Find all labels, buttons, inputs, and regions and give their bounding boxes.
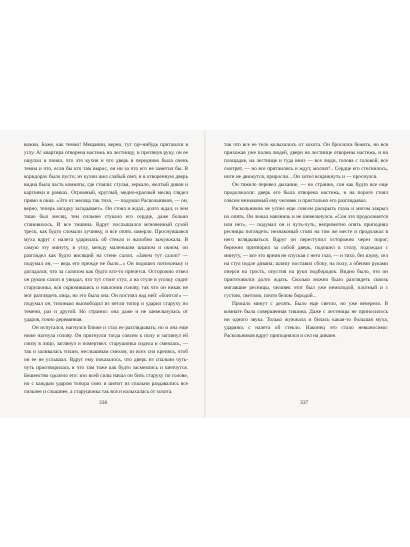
- right-paragraph-1: так что все ее тело колыхалось от хохота. Он бросился бежать, но вся прихожая уже полна людей, двери на лестнице отворены настежь, и на площадке, на лестнице и туда вниз — все люди, голова с головой, все смотрят, — но все притаились и ждут, молчат!.. Сердце его стеснилось, ноги не движутся, приросли... Он хотел вскрикнуть и — проснулся.: [224, 142, 388, 180]
- left-page: [24, 142, 188, 397]
- left-page-number: 336: [99, 400, 108, 406]
- book-spread: [0, 130, 410, 418]
- left-paragraph-2: Он испугался, нагнулся ближе и стал ее разглядывать; но и она еще ниже нагнула голову. Он пригнулся тогда совсем к полу и заглянул ей снизу в лицо, заглянул и помертвел: старушонка сидела и смеялась, — так и заливалась тихим, неслышным смехом, из всех сил крепясь, чтоб он ее не услышал. Вдруг ему показалось, что дверь из спальни чуть-чуть приотворилась и что там тоже как будто засмеялись и шепчутся. Бешенство одолело его: изо всей силы начал он бить старуху по голове, но с каждым ударом топора смех и шепот из спальни раздавались все сильнее и слышнее, а старушонка так вся и колыхалась от хохота.: [24, 324, 188, 395]
- right-paragraph-3: Раскольников не успел еще совсем раскрыть глаза и мигом закрыл их опять. Он лежал навзничь и не шевельнулся. «Сон это продолжается или нет», — подумал он и чуть-чуть, неприметно опять приподнял ресницы поглядеть: незнакомый стоял на том же месте и продолжал в него вглядываться. Вдруг он переступил осторожно через порог, бережно притворил за собой дверь, подошел к столу, подождал с минуту, — все это время не спуская с него глаз, — и тихо, без шуму, сел на стул подле дивана; шляпу поставил сбоку, на полу, а обеими руками оперся на трость, опустив на руки подбородок. Видно было, что он приготовился долго ждать. Сколько можно было разглядеть сквозь мигавшие ресницы, человек этот был уже немолодой, плотный и с густою, светлою, почти белою бородой...: [224, 205, 388, 300]
- right-page: [224, 142, 388, 341]
- right-page-number: 337: [300, 400, 309, 406]
- page-fold: [204, 130, 206, 418]
- right-paragraph-2: Он тяжело перевел дыхание, — но странно, сон как будто все еще продолжался: дверь его была отворена настежь, и на пороге стоял совсем незнакомый ему человек и пристально его разглядывал.: [224, 181, 388, 204]
- left-paragraph-1: вожки. Боже, как темно! Мещанин, верно, тут где-нибудь притаился в углу. А! квартира отворена настежь на лестницу, и протянув руку, он ее ощупал и понял, что это кухня и что дверь в переднюю была очень темна и что, если бы кто там вырос, он ни за что его не заметил бы. В коридорах было пусто; из кухни шел слабый свет, и в отворенную дверь видна была часть комнаты, где стояли: стулья, зеркало, желтый диван и картинки в рамках. Огромный, круглый, медно-красный месяц глядел прямо в окна. «Это от месяца так тихо, — подумал Раскольников, — он, верно, теперь загадку загадывает». Он стоял и ждал, долго ждал, и чем тише был месяц, тем сильнее стукало его сердце, даже больно становилось. И все тишина. Вдруг послышался мгновенный сухой треск, как будто сломали лучинку, и все опять замерло. Проснувшаяся муха вдруг с налета ударилась об стекло и жалобно зажужжала. В самую эту минуту, в углу, между маленьким шкапом и окном, он разглядел как будто висящий на стене салоп. «Зачем тут салоп? — подумал он, — ведь его прежде не было...» Он подошел потихоньку и догадался, что за салопом как будто кто-то прячется. Осторожно отвел он рукою салоп и увидал, что тут стоит стул, а на стуле в уголку сидит старушонка, вся скрючившись и наклонив голову, так что он никак не мог разглядеть лица, но это была она. Он постоял над ней: «боится!» — подумал он, тихонько высвободил из петли топор и ударил старуху по темени, раз и другой. Но странно: она даже и не шевельнулась от ударов, точно деревянная.: [24, 142, 188, 323]
- right-paragraph-4: Прошло минут с десять. Было еще светло, но уже вечерело. В комнате была совершенная тишина. Даже с лестницы не приносилось ни одного звука. Только жужжала и билась какая-то большая муха, ударяясь с налета об стекло. Наконец это стало невыносимо: Раскольников вдруг приподнялся и сел на диване.: [224, 301, 388, 339]
